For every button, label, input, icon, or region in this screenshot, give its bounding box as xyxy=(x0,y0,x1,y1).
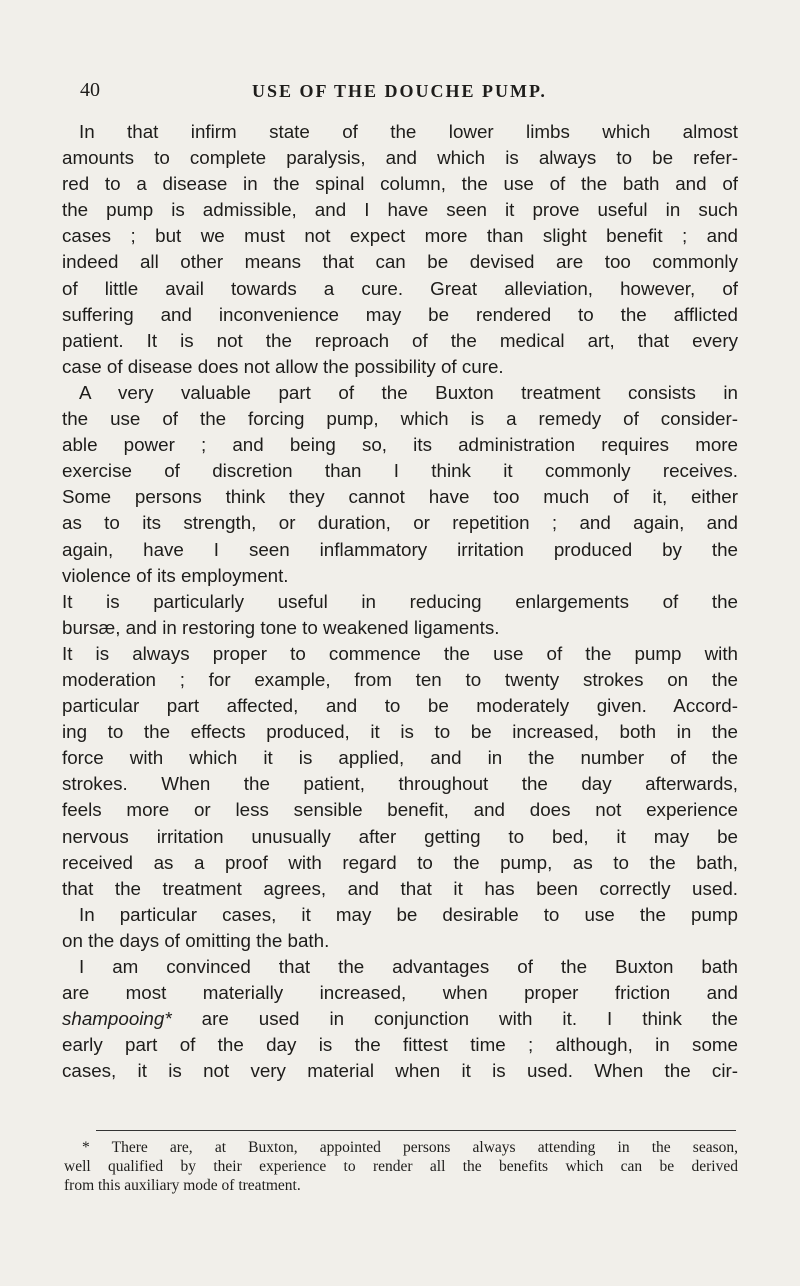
text-line: shampooing* are used in conjunction with it. I think the xyxy=(62,1008,738,1030)
text-line: that the treatment agrees, and that it has been correctly used. xyxy=(62,877,738,899)
footnote-divider xyxy=(96,1130,736,1131)
text-line: feels more or less sensible benefit, and does not experience xyxy=(62,799,738,821)
text-line: the use of the forcing pump, which is a remedy of consider- xyxy=(62,408,738,430)
text-line: of little avail towards a cure. Great alleviation, however, of xyxy=(62,277,738,299)
text-line: Some persons think they cannot have too much of it, either xyxy=(62,486,738,508)
text-line: ing to the effects produced, it is to be increased, both in the xyxy=(62,721,738,743)
text-line: early part of the day is the fittest time ; although, in some xyxy=(62,1034,738,1056)
text-line: are most materially increased, when proper friction and xyxy=(62,982,738,1004)
text-line: It is always proper to commence the use of the pump with xyxy=(62,642,738,664)
text-line: cases ; but we must not expect more than slight benefit ; and xyxy=(62,225,738,247)
text-line: the pump is admissible, and I have seen it prove useful in such xyxy=(62,199,738,221)
text-line: received as a proof with regard to the pump, as to the bath, xyxy=(62,851,738,873)
text-line: case of disease does not allow the possibility of cure. xyxy=(62,355,504,377)
text-line: It is particularly useful in reducing enlargements of the xyxy=(62,590,738,612)
text-line: In particular cases, it may be desirable to use the pump xyxy=(79,903,738,925)
text-line: red to a disease in the spinal column, the use of the bath and of xyxy=(62,173,738,195)
footnote xyxy=(64,1138,738,1195)
text-line: particular part affected, and to be moderately given. Accord- xyxy=(62,695,738,717)
text-line: amounts to complete paralysis, and which is always to be refer- xyxy=(62,147,738,169)
page-number: 40 xyxy=(80,79,100,101)
text-line: violence of its employment. xyxy=(62,564,289,586)
text-line: again, have I seen inflammatory irritation produced by the xyxy=(62,538,738,560)
text-line: strokes. When the patient, throughout the day afterwards, xyxy=(62,773,738,795)
text-line: bursæ, and in restoring tone to weakened ligaments. xyxy=(62,616,500,638)
footnote-line: from this auxiliary mode of treatment. xyxy=(64,1177,301,1194)
text-line: I am convinced that the advantages of the Buxton bath xyxy=(79,956,738,977)
text-line: able power ; and being so, its administration requires more xyxy=(62,434,738,456)
text-line: nervous irritation unusually after getting to bed, it may be xyxy=(62,825,738,847)
text-line: suffering and inconvenience may be rendered to the afflicted xyxy=(62,303,738,325)
text-line: patient. It is not the reproach of the medical art, that every xyxy=(62,329,738,351)
footnote-line: well qualified by their experience to render all the benefits which can be derived xyxy=(64,1158,738,1175)
body-text xyxy=(62,119,738,1084)
text-line: indeed all other means that can be devised are too commonly xyxy=(62,251,738,273)
text-line: force with which it is applied, and in the number of the xyxy=(62,747,738,769)
text-line: on the days of omitting the bath. xyxy=(62,929,330,951)
text-line: A very valuable part of the Buxton treatment consists in xyxy=(79,381,738,403)
running-title: USE OF THE DOUCHE PUMP. xyxy=(252,81,547,101)
text-line: exercise of discretion than I think it commonly receives. xyxy=(62,460,738,482)
text-line: cases, it is not very material when it is used. When the cir- xyxy=(62,1060,738,1082)
text-line: moderation ; for example, from ten to twenty strokes on the xyxy=(62,668,738,690)
text-line: as to its strength, or duration, or repetition ; and again, and xyxy=(62,512,738,534)
text-line: In that infirm state of the lower limbs which almost xyxy=(79,121,738,142)
page-header xyxy=(0,79,800,109)
footnote-line: * There are, at Buxton, appointed persons always attending in the season, xyxy=(82,1139,738,1156)
